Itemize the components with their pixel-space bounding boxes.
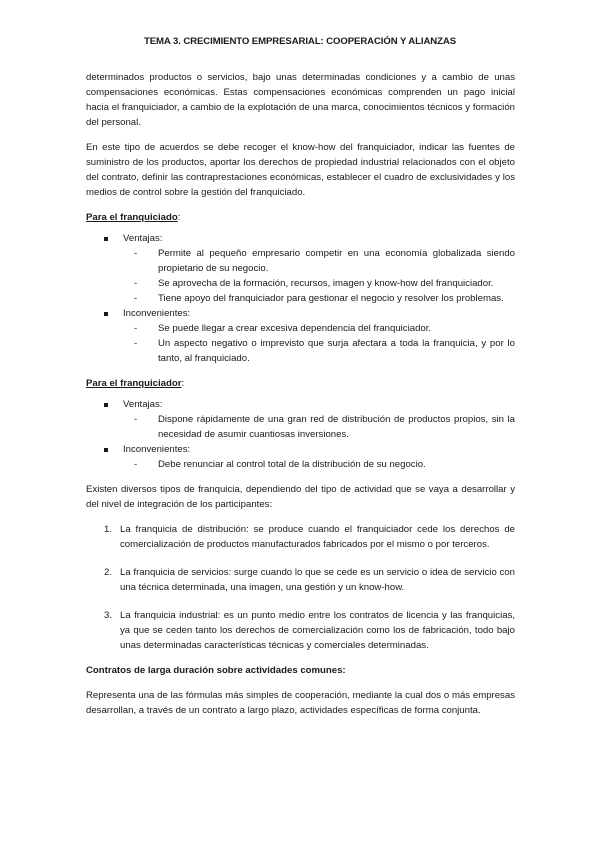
list-item xyxy=(86,397,515,442)
section-franquiciador-heading xyxy=(86,376,515,391)
franquiciado-list xyxy=(86,231,515,366)
list-item: - Tiene apoyo del franquiciador para gestionar el negocio y resolver los problemas. xyxy=(123,291,515,306)
section-franquiciado-heading xyxy=(86,210,515,225)
page-header: TEMA 3. CRECIMIENTO EMPRESARIAL: COOPERACIÓN Y ALIANZAS xyxy=(143,36,456,47)
list-item: - Permite al pequeño empresario competir en una economía globalizada siendo propietario de su negocio. xyxy=(123,246,515,276)
list-text: La franquicia de servicios: surge cuando lo que se cede es un servicio o idea de servicio con una técnica determinada, una imagen, una gestión y un know-how. xyxy=(120,567,515,593)
inconvenientes-label: Inconvenientes: xyxy=(123,308,191,319)
ventajas-list xyxy=(123,246,515,306)
document-body xyxy=(86,70,515,718)
list-number: 2. xyxy=(104,567,113,578)
franquiciador-list xyxy=(86,397,515,472)
ventajas-label: Ventajas: xyxy=(123,399,163,410)
ventajas-label: Ventajas: xyxy=(123,233,163,244)
tipos-list xyxy=(86,522,515,653)
inconvenientes-list xyxy=(123,457,515,472)
list-item: - Se aprovecha de la formación, recursos, imagen y know-how del franquiciador. xyxy=(123,276,515,291)
list-item xyxy=(86,522,515,552)
list-item: - Dispone rápidamente de una gran red de distribución de productos propios, sin la necesidad de asumir cuantiosas inversiones. xyxy=(123,412,515,442)
inconvenientes-list xyxy=(123,321,515,366)
section-franquiciado-colon: : xyxy=(177,212,181,223)
list-item xyxy=(86,306,515,366)
list-item: - Un aspecto negativo o imprevisto que surja afectara a toda la franquicia, y por lo tanto, al franquiciado. xyxy=(123,336,515,366)
list-item xyxy=(86,442,515,472)
inconvenientes-label: Inconvenientes: xyxy=(123,444,191,455)
section-franquiciador-title: Para el franquiciador xyxy=(86,378,182,389)
list-item: - Debe renunciar al control total de la distribución de su negocio. xyxy=(123,457,515,472)
list-item xyxy=(86,565,515,595)
tipos-intro: Existen diversos tipos de franquicia, dependiendo del tipo de actividad que se vaya a desarrollar y del nivel de integración de los participantes: xyxy=(86,484,515,510)
intro-paragraph-2: En este tipo de acuerdos se debe recoger el know-how del franquiciador, indicar las fuentes de suministro de los productos, aportar los derechos de propiedad industrial relacionados con el objeto del contrato, definir las contraprestaciones económicas, establecer el cuadro de exclusividades y los medios de control sobre la gestión del franquiciado. xyxy=(86,142,515,198)
list-item xyxy=(86,231,515,306)
section-franquiciador-colon: : xyxy=(181,378,185,389)
list-text: La franquicia de distribución: se produce cuando el franquiciador cede los derechos de comercialización de productos manufacturados fabricados por el mismo o por terceros. xyxy=(120,524,515,550)
list-item xyxy=(86,608,515,653)
intro-paragraph-1: determinados productos o servicios, bajo unas determinadas condiciones y a cambio de unas compensaciones económicas. Estas compensaciones económicas comprenden un pago inicial hacia el franquiciador, a cambio de la explotación de una marca, conocimientos técnicos y formación del personal. xyxy=(86,72,515,128)
list-item: - Se puede llegar a crear excesiva dependencia del franquiciador. xyxy=(123,321,515,336)
list-number: 3. xyxy=(104,610,113,621)
contratos-paragraph: Representa una de las fórmulas más simples de cooperación, mediante la cual dos o más empresas desarrollan, a través de un contrato a largo plazo, actividades específicas de forma conjunta. xyxy=(86,690,515,716)
section-franquiciado-title: Para el franquiciado xyxy=(86,212,178,223)
ventajas-list xyxy=(123,412,515,442)
list-number: 1. xyxy=(104,524,113,535)
list-text: La franquicia industrial: es un punto medio entre los contratos de licencia y las franquicias, ya que se ceden tanto los derechos de comercialización como los de fabricación, todo bajo unas determinadas características técnicas y comerciales determinadas. xyxy=(120,610,515,651)
contratos-heading: Contratos de larga duración sobre actividades comunes: xyxy=(86,665,346,676)
